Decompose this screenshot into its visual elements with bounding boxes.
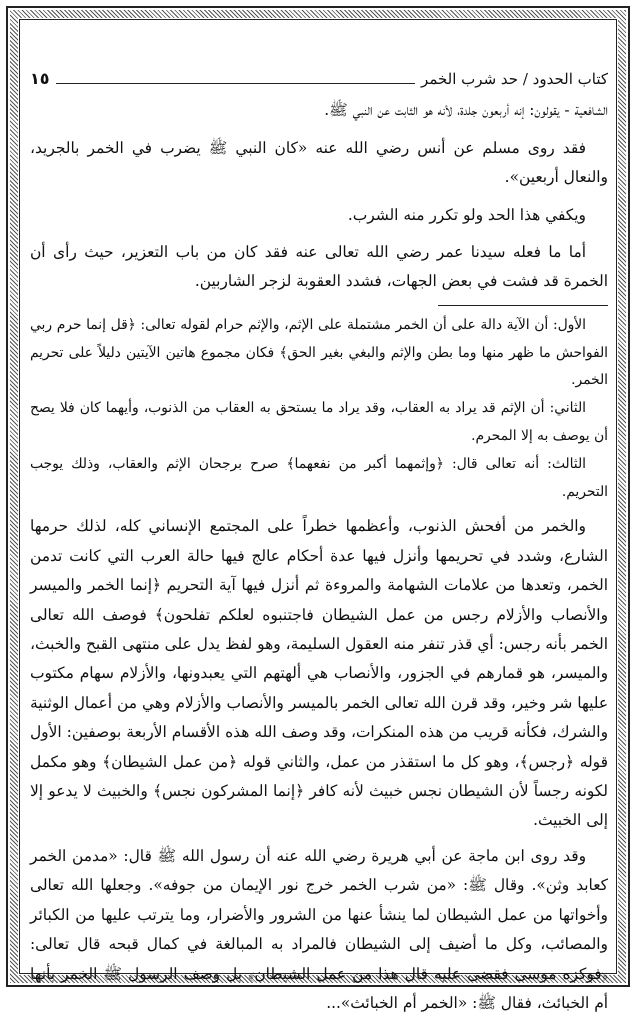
chapter-title: كتاب الحدود / حد شرب الخمر [421,70,608,88]
paragraph-khamr-prohibition: والخمر من أفحش الذنوب، وأعظمها خطراً على المجتمع الإنساني كله، لذلك حرمها الشارع، وشدد في تحريمها وأنزل فيها عدة أحكام عالج فيها حالة العرب التي كانت تدمن الخمر، وتعدها من علامات الشهامة والمروءة ثم أنزل فيها آية التحريم ﴿إنما الخمر والميسر والأنصاب والأزلام رجس من عمل الشيطان فاجتنبوه لعلكم تفلحون﴾ فوصف الله تعالى الخمر بأنه رجس: أي قذر تنفر منه العقول السليمة، وهو لفظ يدل على منتهى القبح والخبث، والميسر، هو قمارهم في الجزور، والأنصاب هي ألهتهم التي يعبدونها، والأزلام سهام مكتوب عليها شر وخير، وقد قرن الله تعالى الخمر بالميسر والأنصاب والأزلام وهي من أعمال الوثنية والشرك، فكأنه قريب من هذه المنكرات، وقد وصف الله هذه الأقسام الأربعة بوصفين: الأول قوله ﴿رجس﴾، وهو كل ما استقذر من عمل، والثاني قوله ﴿من عمل الشيطان﴾ وهو مكمل لكونه رجساً لأن الشيطان نجس خبيث لأنه كافر ﴿إنما المشركون نجس﴾ والخبيث لا يدعو إلا إلى الخبيث. [30,517,608,830]
footnote-second: الثاني: أن الإثم قد يراد به العقاب، وقد يراد ما يستحق به العقاب من الذنوب، وأيهما كان فلا يصح أن يوصف به إلا المحرم. [30,400,608,445]
paragraph-hadd-sufficient: ويكفي هذا الحد ولو تكرر منه الشرب. [347,205,586,224]
page-number: ١٥ [30,69,50,88]
paragraph-shafii: الشافعية - يقولون: إنه أربعون جلدة، لأنه هو الثابت عن النبي ﷺ. [324,101,608,120]
paragraph-umar-tazir: أما ما فعله سيدنا عمر رضي الله تعالى عنه فقد كان من باب التعزير، حيث رأى أن الخمرة قد فشت في بعض الجهات، فشدد العقوبة لزجر الشاربين. [30,243,608,291]
footnote-first: الأول: أن الآية دالة على أن الخمر مشتملة على الإثم، والإثم حرام لقوله تعالى: ﴿قل إنما حرم ربي الفواحش ما ظهر منها وما بطن والإثم والبغي بغير الحق﴾ فكان مجموع هاتين الآيتين دليلاً على تحريم الخمر. [30,316,608,389]
paragraph-hadith-narrations: وقد روى ابن ماجة عن أبي هريرة رضي الله عنه أن رسول الله ﷺ قال: «مدمن الخمر كعابد وثن». وقال ﷺ: «من شرب الخمر خرج نور الإيمان من جوفه». وجعلها الله تعالى وأخواتها من عمل الشيطان لما ينشأ عنها من الشرور والأضرار، وما يترتب عليها من الكبائر والمصائب، وكل ما أضيف إلى الشيطان فالمراد به المبالغة في كمال قبحه قال تعالى: ﴿فوكزه موسى فقضى عليه قال هذا من عمل الشيطان﴾ بل وصف الرسول ﷺ الخمر بأنها أم الخبائث، فقال ﷺ: «الخمر أم الخبائث»... [30,846,608,1012]
book-page [30,64,608,1012]
running-header [30,64,608,94]
header-rule [56,71,416,84]
footnote-separator [438,305,608,306]
footnote-third: الثالث: أنه تعالى قال: ﴿وإثمهما أكبر من نفعهما﴾ صرح برجحان الإثم والعقاب، وذلك يوجب التحريم. [30,455,608,500]
paragraph-muslim-narration: فقد روى مسلم عن أنس رضي الله عنه «كان النبي ﷺ يضرب في الخمر بالجريد، والنعال أربعين». [30,138,608,187]
